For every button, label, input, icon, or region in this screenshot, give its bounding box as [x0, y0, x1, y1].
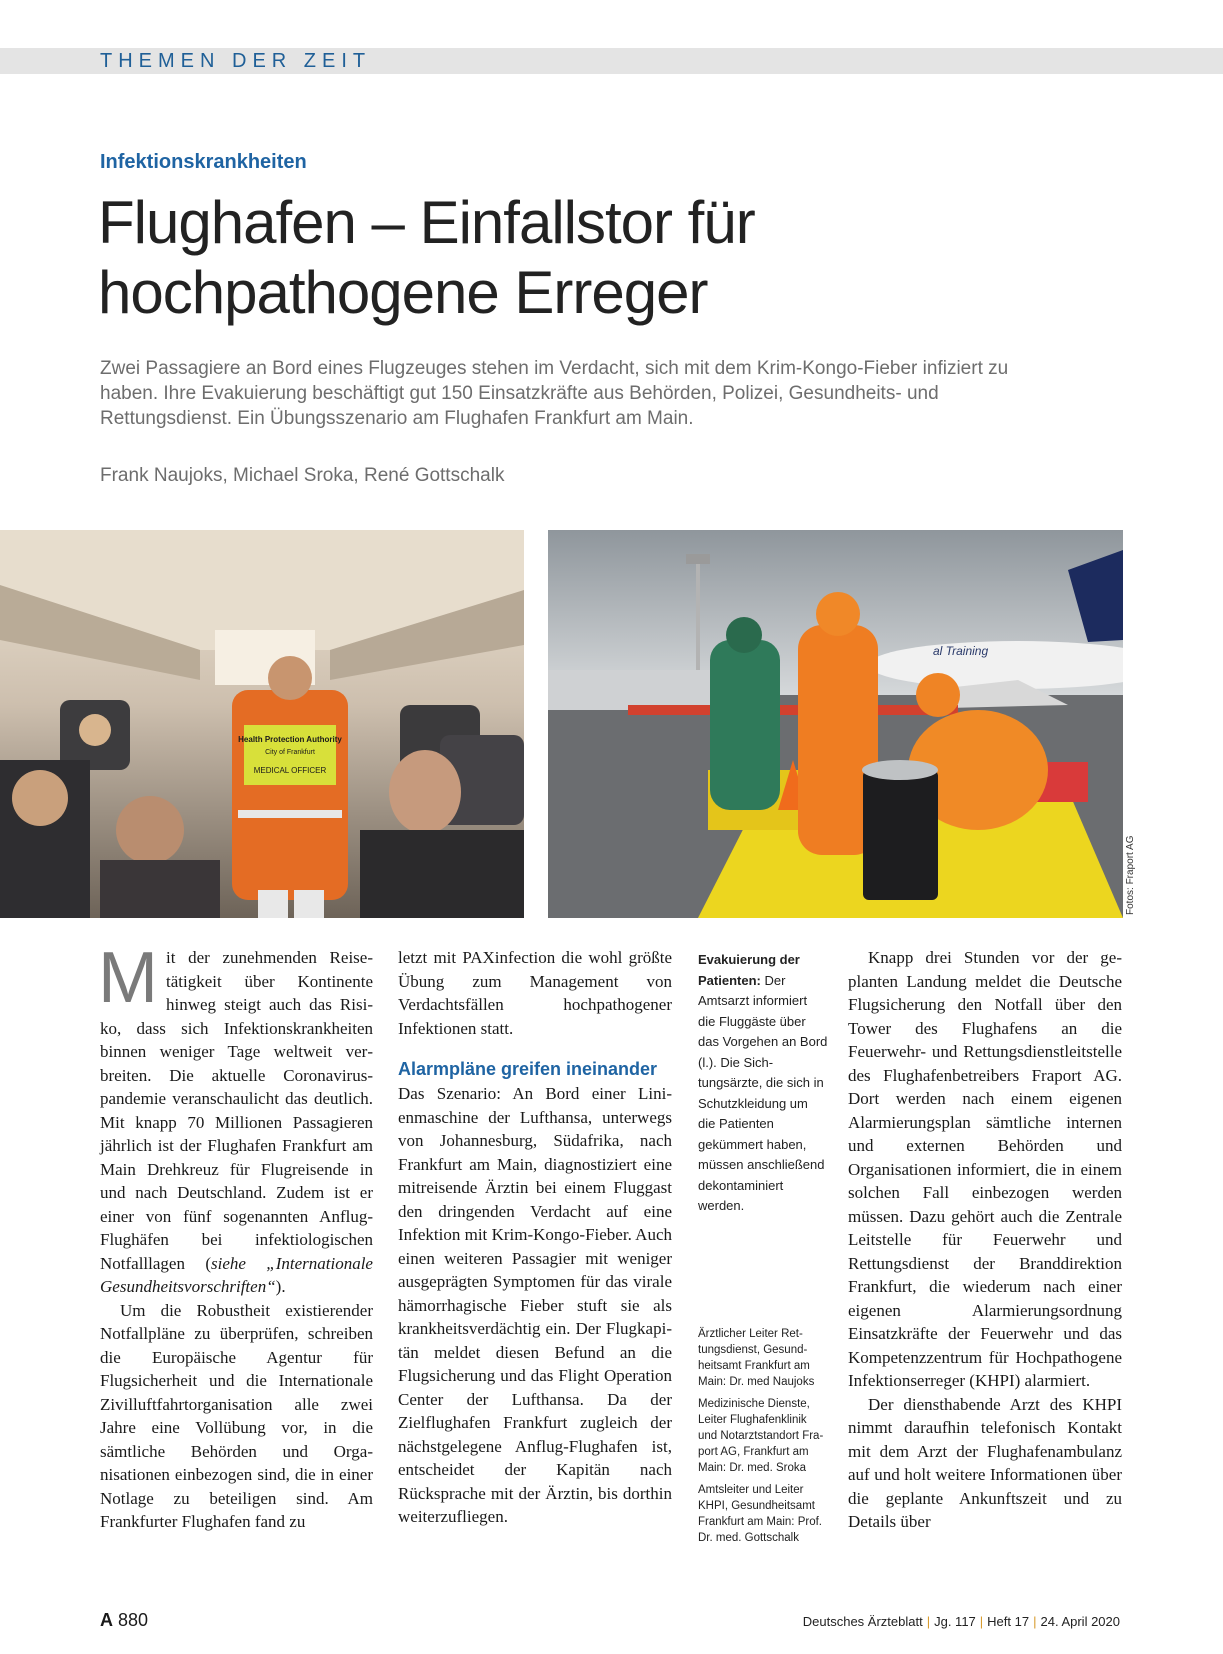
body-column-4 [848, 946, 1122, 1534]
plane-text: al Training [933, 644, 989, 658]
page-number-value: 880 [118, 1610, 149, 1630]
author-role-2: Medizinische Dienste, Leiter Flughafenklinik und Notarztstandort Fraport AG, Frankfurt am Main: Dr. med. Sroka [698, 1398, 824, 1474]
photo-cabin [0, 530, 524, 918]
article-lead: Zwei Passagiere an Bord eines Flugzeuges stehen im Verdacht, sich mit dem Krim-Kongo-Fieber infiziert zu haben. Ihre Evakuierung beschäftigt gut 150 Einsatzkräfte aus Behörden, Polizei, Gesundheits- und Rettungsdienst. Ein Übungsszenario am Flughafen Frankfurt am Main. [100, 358, 1009, 429]
photo-caption [698, 950, 828, 1217]
col1-paragraph-1-text: it der zunehmenden Reisetätigkeit über Kontinente hinweg steigt auch das Risiko, dass sich Infektionskrankheiten binnen weniger Tage weltweit verbreiten. Die aktuelle Coronaviruspandemie veranschaulicht das deutlich. Mit knapp 70 Millionen Passagieren jährlich ist der Flughafen Frankfurt am Main Drehkreuz für Flugreisende in und nach Deutschland. Zudem ist er einer von fünf sogenannten Anflug-Flughäfen bei infektiologischen Notfalllagen ( [100, 948, 373, 1273]
col1-paragraph-2: Um die Robustheit existierender Notfallpläne zu überprüfen, schreiben die Europäische Agentur für Flugsicherheit und die Internationale Zivilluftfahrtorganisation alle zwei Jahre eine Vollübung vor, in die sämtliche Behörden und Organisationen einbezogen sind, die in einer Notlage zu beteiligen sind. Am Frankfurter Flughafen fand zu [100, 1300, 373, 1531]
body-column-1 [98, 938, 373, 1534]
article-authors: Frank Naujoks, Michael Sroka, René Gottschalk [100, 465, 505, 486]
author-roles [698, 1326, 828, 1552]
photo-credit: Fotos: Fraport AG [1125, 835, 1136, 915]
article-headline [98, 188, 1098, 328]
col1-paragraph-1-reference: siehe „Internationale Gesundheitsvorschriften“ [100, 1253, 373, 1296]
page-number [100, 1610, 148, 1631]
col1-paragraph-1-end: ). [275, 1277, 286, 1296]
section-label: THEMEN DER ZEIT [100, 50, 372, 72]
journal-date: 24. April 2020 [1040, 1614, 1120, 1629]
col2-paragraph-1: letzt mit PAXinfection die wohl größte Übung zum Management von Verdachtsfällen hochpathogener Infektionen statt. [398, 948, 672, 1038]
page-prefix: A [100, 1610, 113, 1630]
body-column-2 [398, 946, 672, 1529]
headline-line-1: Flughafen – Einfallstor für [98, 189, 755, 256]
subheading: Alarmpläne greifen ineinander [398, 1059, 658, 1079]
journal-name: Deutsches Ärzteblatt [802, 1614, 923, 1629]
headline-line-2: hochpathogene Erreger [98, 259, 708, 326]
photo-decontamination-image [548, 530, 1123, 918]
col4-paragraph-1: Knapp drei Stunden vor der geplanten Landung meldet die Deutsche Flugsicherung den Notfall über den Tower des Flughafens an die Feuerwehr- und Rettungsdienstleitstelle des Flughafenbetreibers Fraport AG. Dort werden nach einem eigenen Alarmierungsplan sämtliche internen und externen Behörden und Organisationen informiert, die in einem solchen Fall einbezogen werden müssen. Dazu gehört auch die Zentrale Leitstelle für Feuerwehr und Rettungsdienst der Branddirektion Frankfurt, die wiederum nach einer eigenen Alarmierungsordnung Einsatzkräfte der Feuerwehr und das Kompetenzzentrum für Hochpathogene Infektionserreger (KHPI) alarmiert. [848, 948, 1122, 1390]
journal-volume: Jg. 117 [934, 1614, 976, 1629]
col2-paragraph-2: Das Szenario: An Bord einer Linienmaschine der Lufthansa, unterwegs von Johannesburg, Südafrika, nach Frankfurt am Main, diagnostiziert eine mitreisende Ärztin bei einem Fluggast den dringenden Verdacht auf eine Infektion mit Krim-Kongo-Fieber. Auch einen weiteren Passagier mit weniger ausgeprägten Symptomen für das virale hämorrhagische Fieber stuft sie als krankheitsverdächtig ein. Der Flugkapitän meldet diesen Befund an die Flugsicherung und das Flight Operation Center der Lufthansa. Da der Zielflughafen Frankfurt zugleich der nächstgelegene Anflug-Flughafen ist, entscheidet der Kapitän nach Rücksprache mit der Ärztin, bis dorthin weiterzufliegen. [398, 1084, 672, 1526]
photo-decontamination [548, 530, 1123, 918]
dropcap: M [98, 938, 158, 1018]
caption-text: Der Amtsarzt informiert die Fluggäste über das Vorgehen an Bord (l.). Die Sichtungsärzte, die sich in Schutzkleidung um die Patienten gekümmert haben, müssen anschließend dekontaminiert werden. [698, 972, 828, 1213]
caption-title: Evakuierung der Patienten: [698, 952, 800, 988]
article-kicker: Infektionskrankheiten [100, 151, 307, 173]
journal-issue: Heft 17 [987, 1614, 1030, 1629]
vest-text-1: Health Protection Authority [238, 735, 342, 744]
author-role-3: Amtsleiter und Leiter KHPI, Gesundheitsamt Frankfurt am Main: Prof. Dr. med. Gottschalk [698, 1484, 822, 1544]
vest-text-3: MEDICAL OFFICER [253, 766, 327, 775]
journal-info: Deutsches Ärzteblatt | Jg. 117 | Heft 17 | 24. April 2020 [802, 1614, 1120, 1629]
photo-cabin-image [0, 530, 524, 918]
col4-paragraph-2: Der diensthabende Arzt des KHPI nimmt daraufhin telefonisch Kontakt mit dem Arzt der Flughafenambulanz auf und holt weitere Informationen über die geplante Ankunftszeit und zu Details über [848, 1394, 1122, 1531]
author-role-1: Ärztlicher Leiter Rettungsdienst, Gesundheitsamt Frankfurt am Main: Dr. med Naujoks [698, 1328, 815, 1388]
vest-text-2: City of Frankfurt [265, 749, 315, 756]
